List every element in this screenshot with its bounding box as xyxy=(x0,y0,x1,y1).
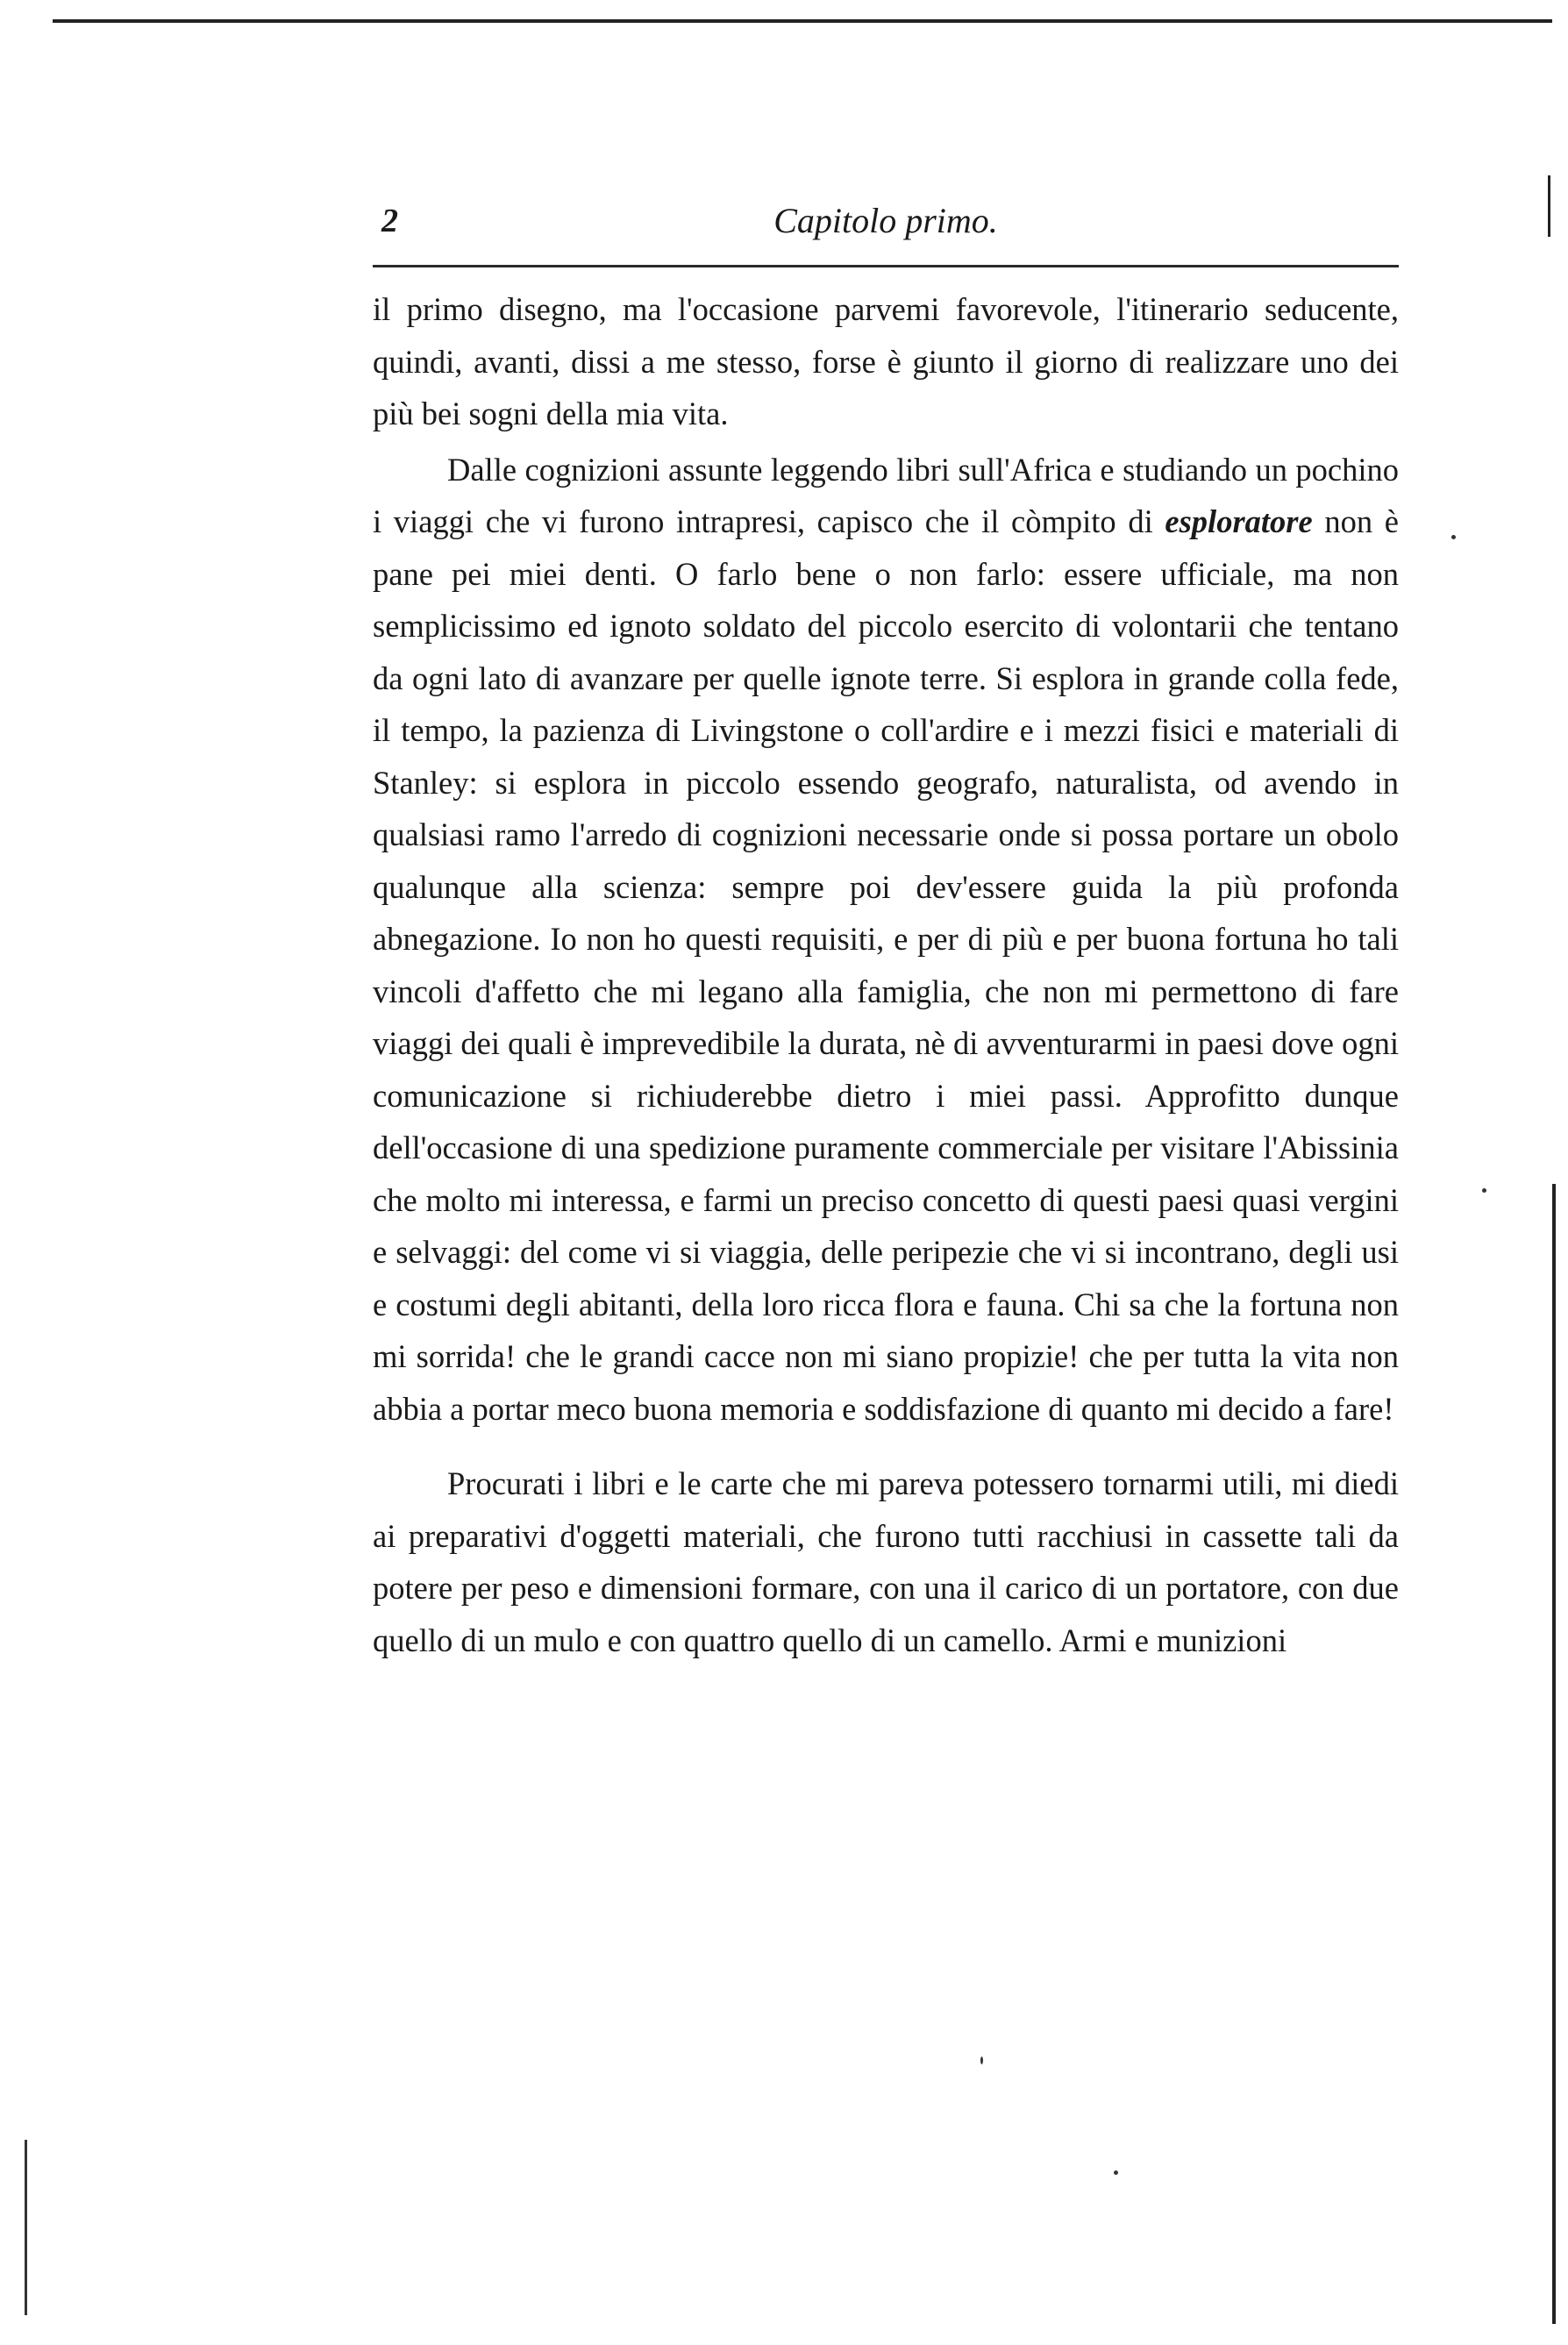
speck xyxy=(980,2056,983,2064)
scan-left-edge xyxy=(25,2140,27,2315)
running-title: Capitolo primo. xyxy=(773,201,998,240)
speck xyxy=(1114,2170,1118,2175)
speck xyxy=(1451,535,1456,539)
scan-right-edge-upper xyxy=(1548,175,1550,237)
paragraph-2-rest: non è pane pei miei denti. O farlo bene o non farlo: essere ufficiale, ma non semplicissimo ed ignoto soldato del piccolo esercito di volontarii che tentano da ogni lato di avanzare per quelle ignote terre. Si esplora in grande colla fede, il tempo, la pazienza di Livingstone o coll'ardire e i mezzi fisici e materiali di Stanley: si esplora in piccolo essendo geografo, naturalista, od avendo in qualsiasi ramo l'arredo di cognizioni necessarie onde si possa portare un obolo qualunque alla scienza: sempre poi dev'essere guida la più profonda abnegazione. Io non ho questi requisiti, e per di più e per buona fortuna ho tali vincoli d'affetto che mi legano alla famiglia, che non mi permettono di fare viaggi dei quali è imprevedibile la durata, nè di avventurarmi in paesi dove ogni comunicazione si richiuderebbe dietro i miei passi. Approfitto dunque dell'occasione di una spedizione puramente commerciale per visitare l'Abissinia che molto mi interessa, e farmi un preciso concetto di questi paesi quasi vergini e selvaggi: del come vi si viaggia, delle peripezie che vi si incontrano, degli usi e costumi degli abitanti, della loro ricca flora e fauna. Chi sa che la fortuna non mi sorrida! che le grandi cacce non mi siano propizie! che per tutta la vita non abbia a portar meco buona memoria e soddisfazione di quanto mi decido a fare! xyxy=(373,503,1399,1427)
emphasis-esploratore: esploratore xyxy=(1165,503,1313,539)
book-page xyxy=(373,193,1399,1666)
running-head xyxy=(373,193,1399,254)
speck xyxy=(1482,1188,1486,1193)
scan-right-edge xyxy=(1552,1184,1556,2324)
page-number: 2 xyxy=(381,203,398,239)
body-text xyxy=(373,283,1399,1666)
paragraph-2-start: Dalle cognizioni assunte leggendo libri sull'Africa e studiando un pochino i viaggi che vi furono intrapresi, capisco che il còmpito di xyxy=(373,451,1399,539)
paragraph-1: il primo disegno, ma l'occasione parvemi favorevole, l'itinerario seducente, quindi, avanti, dissi a me stesso, forse è giunto il giorno di realizzare uno dei più bei sogni della mia vita. xyxy=(373,291,1399,431)
paragraph-3: Procurati i libri e le carte che mi pareva potessero tornarmi utili, mi diedi ai preparativi d'oggetti materiali, che furono tutti racchiusi in cassette tali da potere per peso e dimensioni formare, con una il carico di un portatore, con due quello di un mulo e con quattro quello di un camello. Armi e munizioni xyxy=(373,1465,1399,1658)
scan-top-rule xyxy=(53,19,1552,23)
header-rule xyxy=(373,265,1399,267)
paragraph-2 xyxy=(373,444,1399,1436)
